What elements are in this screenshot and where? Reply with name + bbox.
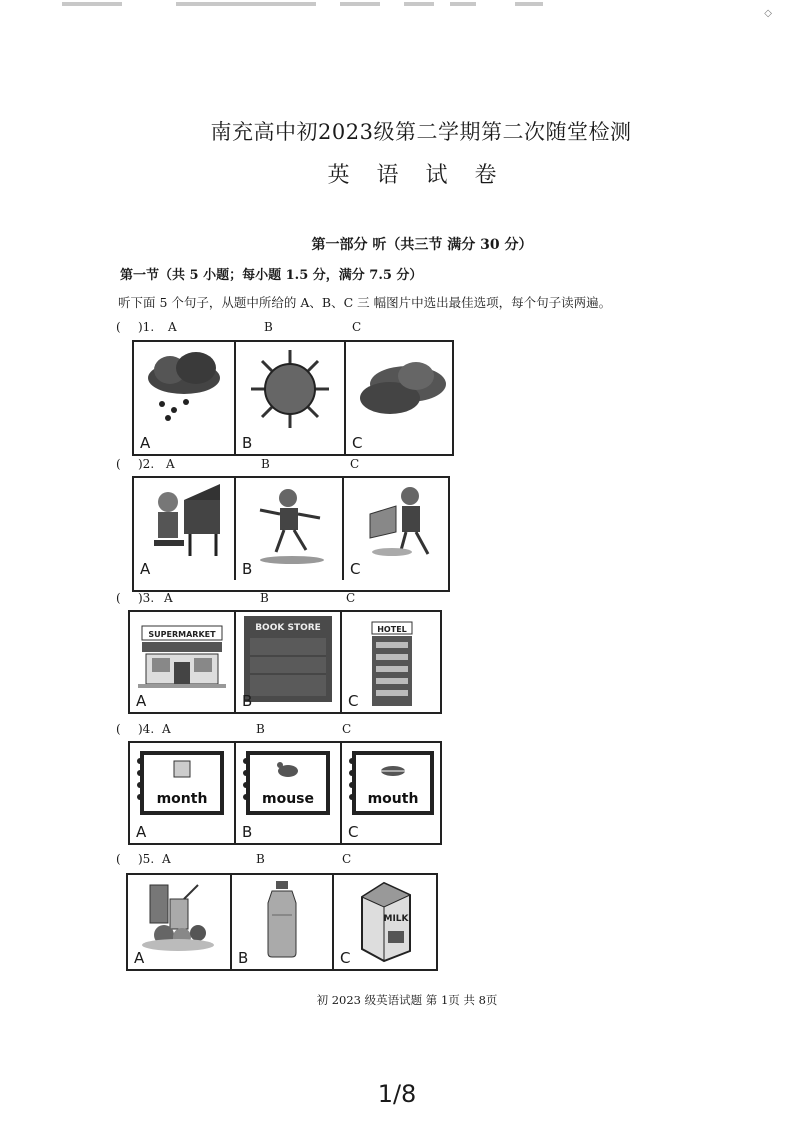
option-b[interactable]: mouse B: [236, 743, 342, 843]
scan-edge-artifact: [0, 0, 794, 14]
part-heading: 第一部分 听（共三节 满分 30 分）: [311, 237, 533, 253]
corner-mark-icon: ◇: [764, 8, 772, 19]
option-b[interactable]: B: [236, 342, 346, 454]
option-b[interactable]: BOOK STORE B: [236, 612, 342, 712]
exam-subtitle: 英 语 试 卷: [327, 163, 507, 188]
option-a[interactable]: A: [128, 875, 232, 969]
section-instruction: 听下面 5 个句子，从题中所给的 A、B、C 三 幅图片中选出最佳选项，每个句子读两遍。: [118, 295, 612, 310]
option-a[interactable]: SUPERMARKET A: [130, 612, 236, 712]
picture-row: [132, 476, 450, 592]
picture-row: [132, 340, 454, 456]
supermarket-sign: SUPERMARKET: [148, 630, 216, 639]
page-footer: 初 2023 级英语试题 第 1页 共 8页: [316, 993, 498, 1007]
question-header: ( )3. A B C: [116, 591, 356, 605]
picture-row: [126, 873, 438, 971]
question-header: ( )5. A B C: [116, 852, 352, 866]
option-c[interactable]: MILK C: [334, 875, 436, 969]
question-header: ( )2. A B C: [116, 457, 360, 471]
picture-row: [128, 741, 442, 845]
hotel-sign: HOTEL: [377, 625, 407, 634]
card-word: month: [156, 791, 208, 807]
option-b[interactable]: B: [236, 478, 344, 580]
option-c[interactable]: HOTEL C: [342, 612, 440, 712]
option-b[interactable]: B: [232, 875, 334, 969]
page-indicator: 1/8: [377, 1080, 417, 1108]
option-c[interactable]: C: [346, 342, 452, 454]
option-a[interactable]: A: [134, 342, 236, 454]
card-word: mouth: [367, 791, 419, 807]
picture-row: [128, 610, 442, 714]
option-c[interactable]: mouth C: [342, 743, 440, 843]
option-a[interactable]: month A: [130, 743, 236, 843]
option-a[interactable]: A: [134, 478, 236, 580]
section-heading: 第一节（共 5 小题；每小题 1.5 分，满分 7.5 分）: [120, 268, 423, 283]
milk-label: MILK: [383, 914, 409, 924]
option-c[interactable]: C: [344, 478, 448, 580]
exam-title: 南充高中初2023级第二学期第二次随堂检测: [210, 120, 632, 144]
question-header: ( )1. A B C: [116, 320, 362, 334]
question-header: ( )4. A B C: [116, 722, 352, 736]
book-store-sign: BOOK STORE: [255, 623, 321, 633]
card-word: mouse: [261, 791, 315, 807]
